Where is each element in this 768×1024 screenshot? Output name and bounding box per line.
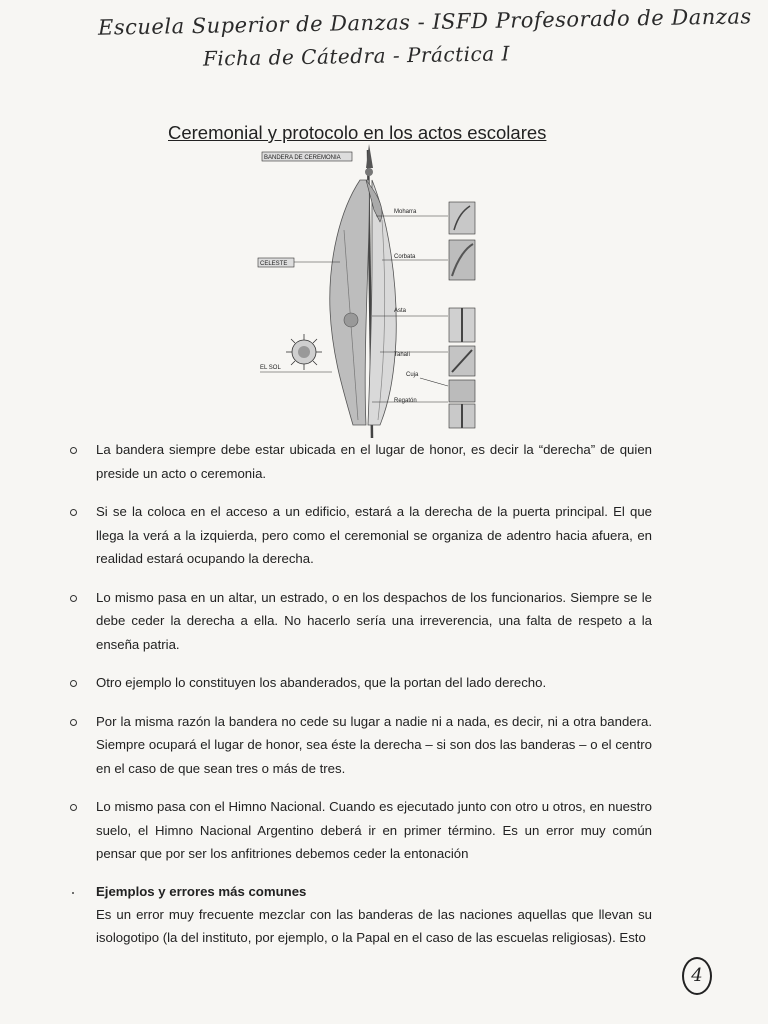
bullet-icon — [70, 595, 77, 602]
bullet-icon — [70, 509, 77, 516]
flag-sun-emblem — [344, 313, 358, 327]
moharra-ball — [365, 168, 373, 176]
small-bullet-icon — [72, 892, 74, 894]
page-number: 4 — [682, 957, 712, 995]
bullet-icon — [70, 804, 77, 811]
bullet-item — [96, 795, 652, 866]
examples-section — [96, 881, 652, 949]
bullet-text: Lo mismo pasa en un altar, un estrado, o en los despachos de los funcionarios. Siempre se le debe ceder la derecha a ella. No hacerlo sería una irreverencia, una falta de respeto a la enseña patria. — [96, 589, 652, 652]
sun-label: EL SOL — [260, 365, 281, 371]
part-label-moharra: Moharra — [394, 209, 417, 215]
flag-cloth-right — [368, 180, 396, 425]
part-label-corbata: Corbata — [394, 254, 416, 260]
page-title: Ceremonial y protocolo en los actos escolares — [168, 122, 547, 143]
bullet-text: Otro ejemplo lo constituyen los abanderados, que la portan del lado derecho. — [96, 675, 547, 690]
flag-diagram — [248, 140, 498, 440]
part-corbata — [382, 240, 475, 280]
part-label-cuja: Cuja — [406, 372, 419, 378]
bullet-text: Por la misma razón la bandera no cede su lugar a nadie ni a nada, es decir, ni a otra bandera. Siempre ocupará el lugar de honor, sea éste la derecha – si son dos las banderas – o el centro en el caso de que sean tres o más de tres. — [96, 713, 652, 776]
handwritten-header-subject: Ficha de Cátedra - Práctica I — [202, 41, 511, 71]
bullet-icon — [70, 447, 77, 454]
part-label-asta: Asta — [394, 308, 407, 314]
bullet-text: Lo mismo pasa con el Himno Nacional. Cuando es ejecutado junto con otro u otros, en nuestro suelo, el Himno Nacional Argentino deberá ir en primer término. Es un error muy común pensar que por ser los anfitriones debemos ceder la entonación — [96, 799, 652, 861]
bullet-text: La bandera siempre debe estar ubicada en el lugar de honor, es decir la “derecha” de quien preside un acto o ceremonia. — [96, 442, 652, 481]
bullet-text: Si se la coloca en el acceso a un edificio, estará a la derecha de la puerta principal. El que llega la verá a la izquierda, pero como el ceremonial se organiza de adentro hacia afuera, en realidad estará ocupando la derecha. — [96, 504, 652, 566]
bullet-item — [96, 586, 652, 657]
bullet-icon — [70, 719, 77, 726]
flag-parts-illustration — [248, 140, 498, 440]
sun-detail-illustration — [286, 334, 322, 370]
part-moharra — [376, 202, 475, 234]
examples-heading: Ejemplos y errores más comunes — [96, 883, 307, 899]
bullet-item — [96, 500, 652, 571]
bullet-icon — [70, 680, 77, 687]
examples-text: Es un error muy frecuente mezclar con las banderas de las naciones aquellas que llevan su isologotipo (la del instituto, por ejemplo, o la Papal en el caso de las escuelas religiosas). Esto — [96, 906, 652, 945]
handwritten-header-institution: Escuela Superior de Danzas - ISFD Profesorado de Danzas — [97, 4, 752, 40]
bullet-item — [96, 438, 652, 485]
celeste-label: CELESTE — [260, 261, 288, 267]
part-label-tahali: Tahalí — [394, 352, 411, 358]
caption-top-label: BANDERA DE CEREMONIA — [264, 155, 341, 161]
main-text — [96, 438, 652, 949]
bullet-item — [96, 710, 652, 781]
bullet-item — [96, 671, 652, 695]
part-label-regaton: Regatón — [394, 398, 417, 404]
